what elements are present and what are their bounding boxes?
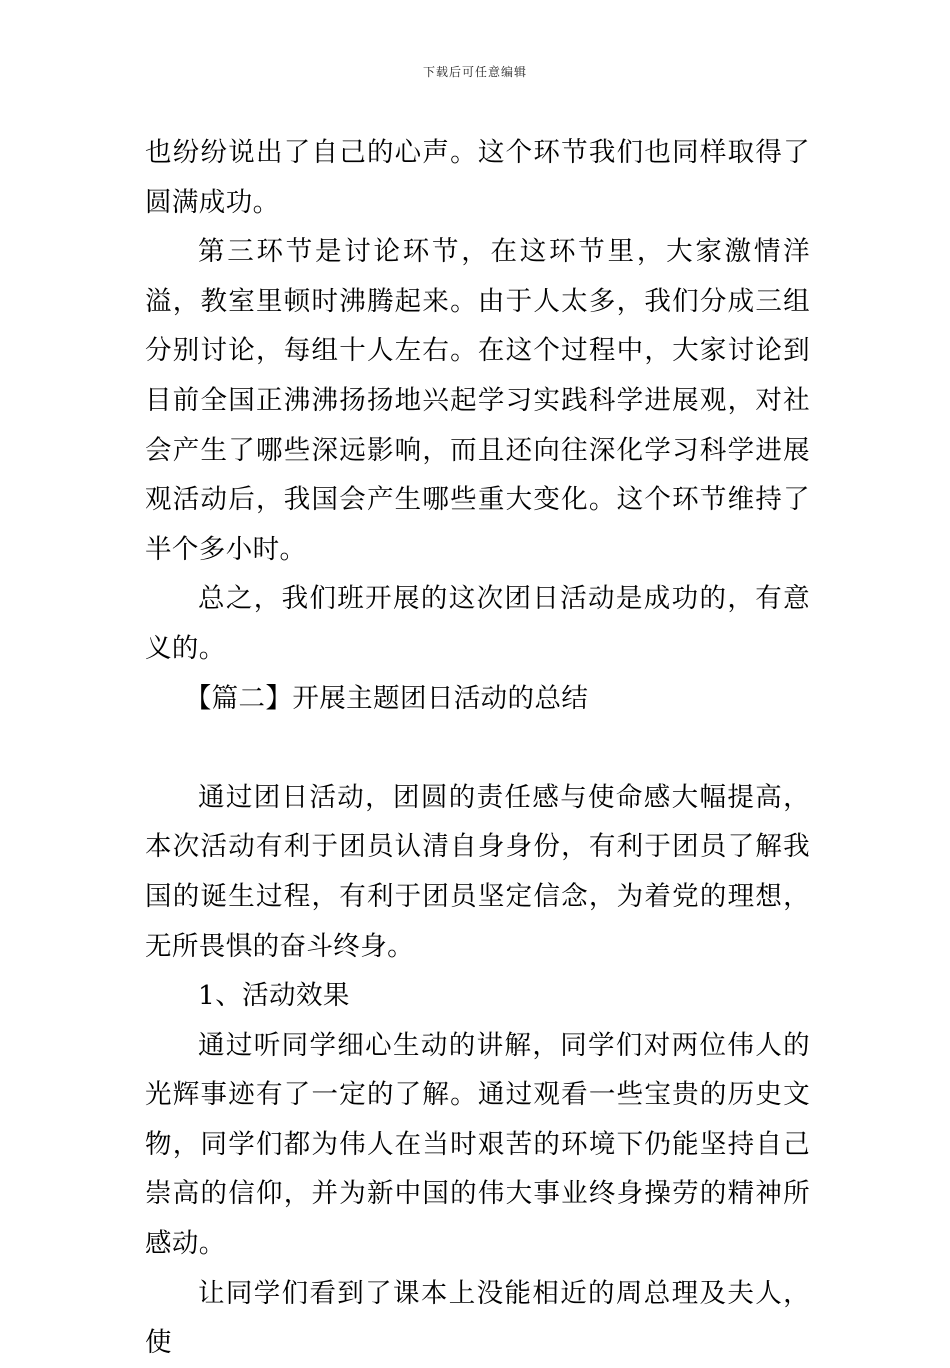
paragraph-4: 通过团日活动，团圆的责任感与使命感大幅提高，本次活动有利于团员认清自身身份，有利于团员了解我国的诞生过程，有利于团员坚定信念，为着党的理想，无所畏惧的奋斗终身。: [145, 781, 810, 962]
section-heading: 【篇二】开展主题团日活动的总结: [184, 682, 589, 714]
blank-line: [145, 723, 810, 773]
paragraph-6: 让同学们看到了课本上没能相近的周总理及夫人，使: [145, 1277, 810, 1359]
paragraph-1: 也纷纷说出了自己的心声。这个环节我们也同样取得了圆满成功。: [145, 137, 810, 218]
subsection-heading: 1、活动效果: [198, 980, 350, 1012]
paragraph-2: 第三环节是讨论环节，在这环节里，大家激情洋溢，教室里顿时沸腾起来。由于人太多，我们分成三组分别讨论，每组十人左右。在这个过程中，大家讨论到目前全国正沸沸扬扬地兴起学习实践科学进展观，对社会产生了哪些深远影响，而且还向往深化学习科学进展观活动后，我国会产生哪些重大变化。这个环节维持了半个多小时。: [145, 236, 810, 565]
page-header: 下载后可任意编辑: [422, 65, 527, 79]
paragraph-3: 总之，我们班开展的这次团日活动是成功的，有意义的。: [145, 583, 810, 664]
document-body: [145, 128, 810, 1368]
paragraph-5: 通过听同学细心生动的讲解，同学们对两位伟人的光辉事迹有了一定的了解。通过观看一些宝贵的历史文物，同学们都为伟人在当时艰苦的环境下仍能坚持自己崇高的信仰，并为新中国的伟大事业终身操劳的精神所感动。: [145, 1029, 810, 1260]
